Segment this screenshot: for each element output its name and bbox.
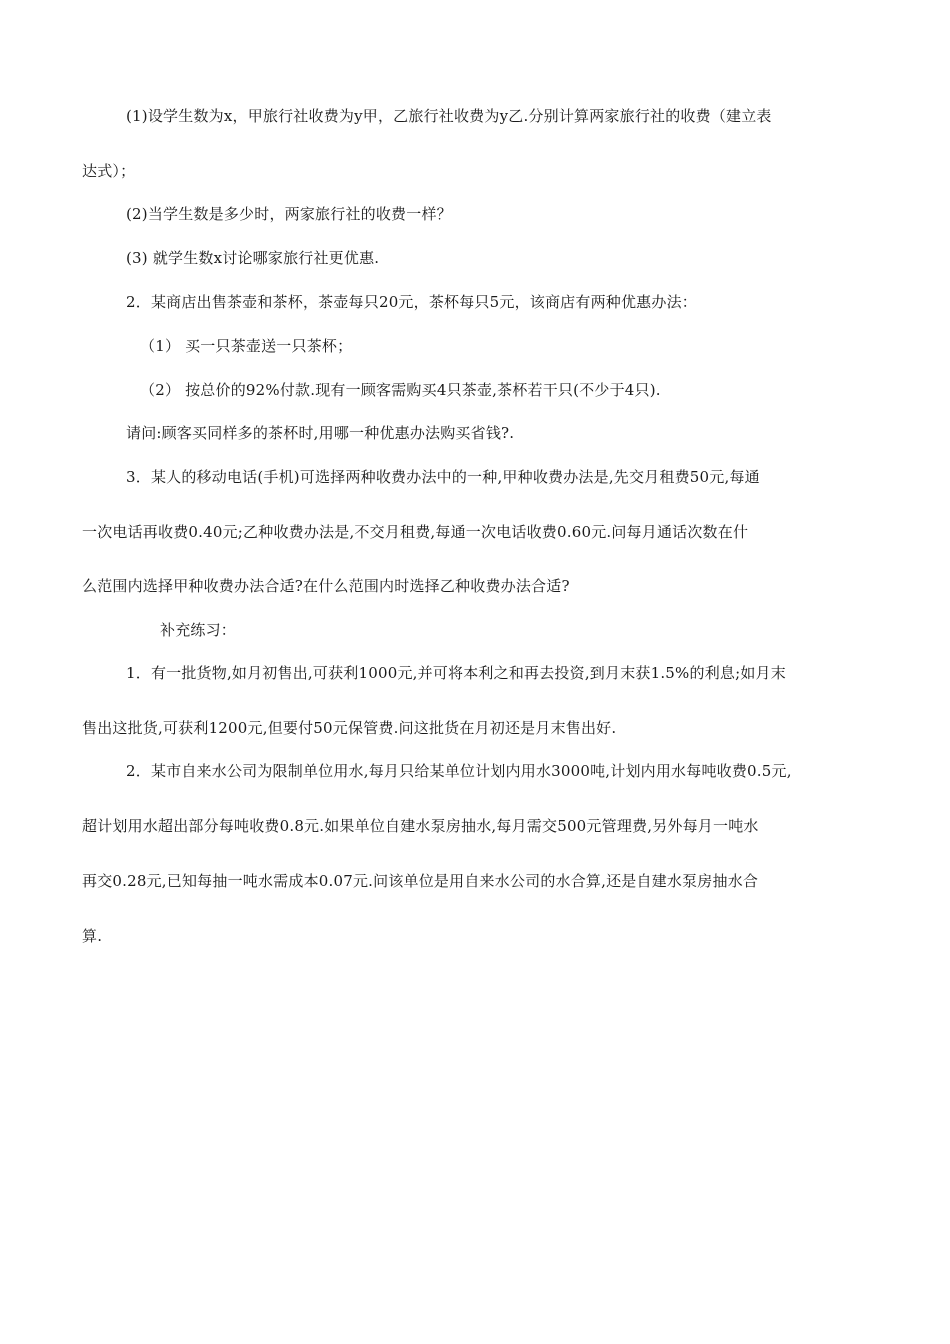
q1-part2: (2)当学生数是多少时，两家旅行社的收费一样？ [126, 205, 452, 223]
s2-line4: 算. [82, 927, 103, 945]
s1-line1: 1．有一批货物,如月初售出,可获利1000元,并可将本利之和再去投资,到月末获1.5%的利息;如月末 [126, 664, 786, 682]
q2-option1: （1） 买一只茶壶送一只茶杯； [140, 337, 353, 355]
q3-line1: 3．某人的移动电话(手机)可选择两种收费办法中的一种,甲种收费办法是,先交月租费50元,每通 [126, 468, 760, 486]
q2-intro: 2．某商店出售茶壶和茶杯，茶壶每只20元，茶杯每只5元，该商店有两种优惠办法： [126, 293, 697, 311]
supplement-heading: 补充练习： [160, 621, 237, 639]
q3-line2: 一次电话再收费0.40元;乙种收费办法是,不交月租费,每通一次电话收费0.60元.问每月通话次数在什 [82, 523, 749, 541]
s2-line3: 再交0.28元,已知每抽一吨水需成本0.07元.问该单位是用自来水公司的水合算,还是自建水泵房抽水合 [82, 872, 759, 890]
q2-question: 请问:顾客买同样多的茶杯时,用哪一种优惠办法购买省钱?. [126, 424, 515, 442]
q1-part3: (3) 就学生数x讨论哪家旅行社更优惠. [126, 249, 380, 267]
s2-line2: 超计划用水超出部分每吨收费0.8元.如果单位自建水泵房抽水,每月需交500元管理费,另外每月一吨水 [82, 817, 759, 835]
q3-line3: 么范围内选择甲种收费办法合适?在什么范围内时选择乙种收费办法合适? [82, 577, 570, 595]
s2-line1: 2．某市自来水公司为限制单位用水,每月只给某单位计划内用水3000吨,计划内用水每吨收费0.5元, [126, 762, 792, 780]
q1-part1-line2: 达式）； [82, 162, 136, 180]
s1-line2: 售出这批货,可获利1200元,但要付50元保管费.问这批货在月初还是月末售出好. [82, 719, 617, 737]
q1-part1-line1: (1)设学生数为x，甲旅行社收费为y甲，乙旅行社收费为y乙.分别计算两家旅行社的收费（建立表 [126, 107, 772, 125]
q2-option2: （2） 按总价的92%付款.现有一顾客需购买4只茶壶,茶杯若干只(不少于4只). [140, 381, 661, 399]
